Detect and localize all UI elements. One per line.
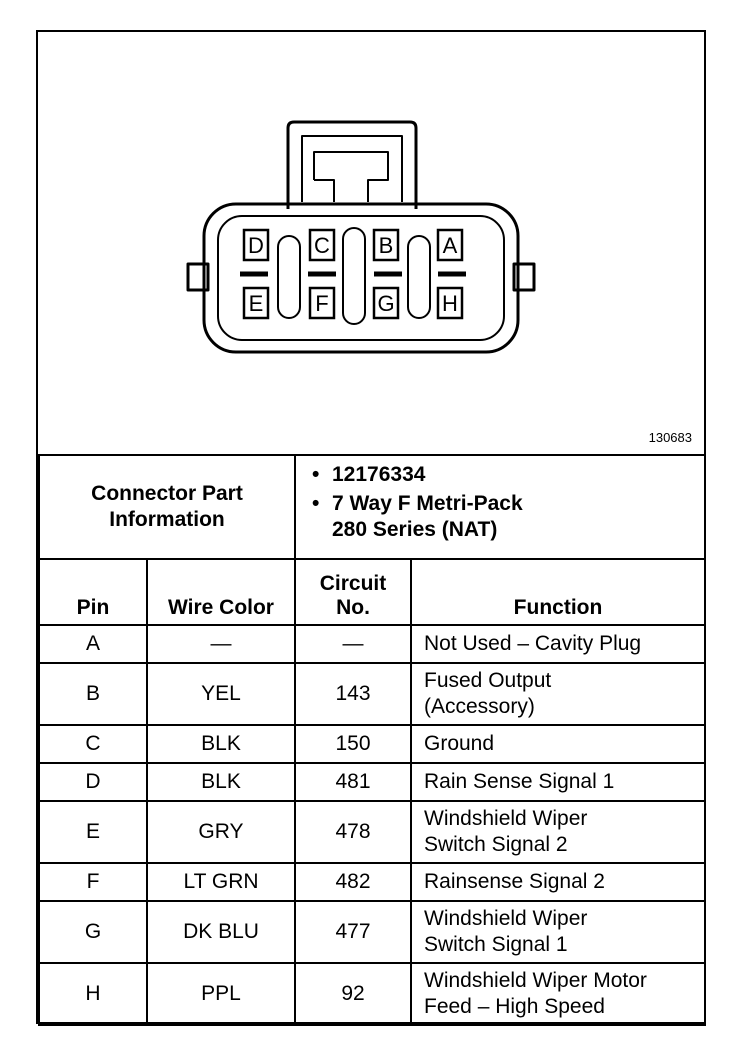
part-info-row [39,455,705,559]
header-function: Function [411,559,705,625]
cavity-label-d: D [248,233,264,258]
circuit-cell: 92 [295,963,411,1025]
circuit-cell: 478 [295,801,411,863]
circuit-cell: 482 [295,863,411,901]
table-header-row [39,559,705,625]
wire-color-cell: PPL [147,963,295,1025]
function-cell: Ground [411,725,705,763]
pin-cell: D [39,763,147,801]
cavity-label-b: B [378,233,394,258]
table-row [39,625,705,663]
connector-description: • 7 Way F Metri-Pack 280 Series (NAT) [308,491,692,543]
cavity-label-e: E [248,291,264,316]
table-row [39,963,705,1025]
part-info-label: Connector Part Information [39,455,295,559]
wire-color-cell: BLK [147,725,295,763]
function-cell: Windshield Wiper Motor Feed – High Speed [411,963,705,1025]
table-row [39,725,705,763]
header-circuit-no: Circuit No. [295,559,411,625]
pin-cell: H [39,963,147,1025]
function-cell: Fused Output (Accessory) [411,663,705,725]
pin-cell: B [39,663,147,725]
pin-cell: A [39,625,147,663]
cavity-label-h: H [442,291,458,316]
cavity-label-f: F [315,291,329,316]
pin-cell: F [39,863,147,901]
connector-face-drawing [38,32,704,454]
circuit-cell: 150 [295,725,411,763]
wire-color-cell: YEL [147,663,295,725]
circuit-cell: — [295,625,411,663]
part-info-list [295,455,705,559]
pinout-table [38,454,706,1026]
function-cell: Rainsense Signal 2 [411,863,705,901]
circuit-cell: 143 [295,663,411,725]
function-cell: Windshield Wiper Switch Signal 2 [411,801,705,863]
housing-outer [204,204,518,352]
figure-number: 130683 [648,430,692,445]
circuit-cell: 477 [295,901,411,963]
function-cell: Rain Sense Signal 1 [411,763,705,801]
pin-cell: E [39,801,147,863]
header-wire-color: Wire Color [147,559,295,625]
pin-cell: G [39,901,147,963]
header-pin: Pin [39,559,147,625]
wire-color-cell: LT GRN [147,863,295,901]
wire-color-cell: GRY [147,801,295,863]
table-row [39,801,705,863]
connector-diagram [38,32,704,454]
wire-color-cell: — [147,625,295,663]
wire-color-cell: DK BLU [147,901,295,963]
connector-sheet [36,30,706,1024]
cavity-label-a: A [442,233,458,258]
cavity-label-g: G [377,291,395,316]
table-row [39,663,705,725]
part-number: • 12176334 [308,462,692,488]
pin-cell: C [39,725,147,763]
function-cell: Windshield Wiper Switch Signal 1 [411,901,705,963]
table-row [39,863,705,901]
table-row [39,763,705,801]
circuit-cell: 481 [295,763,411,801]
cavity-label-c: C [314,233,330,258]
table-row [39,901,705,963]
function-cell: Not Used – Cavity Plug [411,625,705,663]
wire-color-cell: BLK [147,763,295,801]
